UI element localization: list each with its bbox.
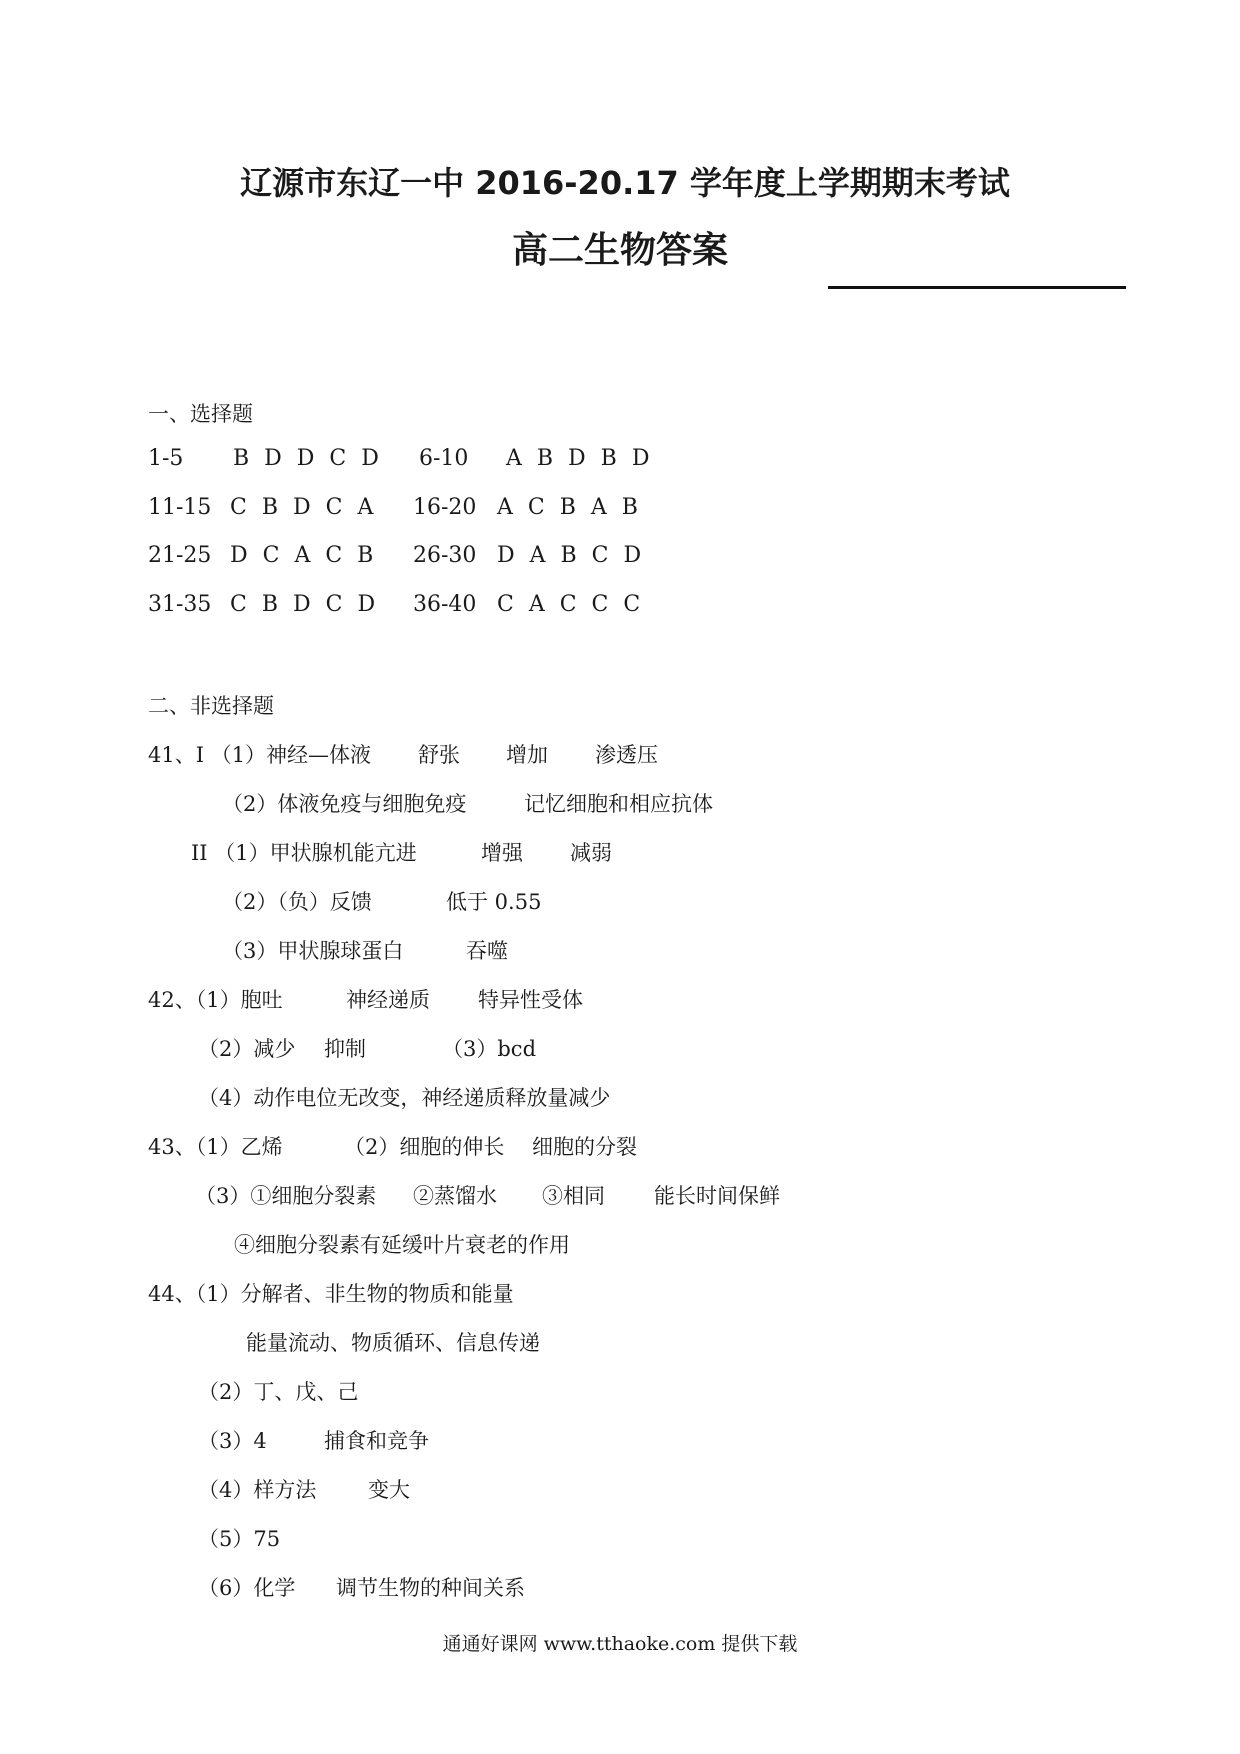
footer-source: 通通好课网 www.tthaoke.com 提供下载	[442, 1633, 798, 1655]
answer-text: 43、（1）乙烯	[148, 1135, 283, 1159]
answer-text: 增强	[481, 841, 523, 865]
answer-text: 捕食和竞争	[324, 1429, 429, 1453]
answer-group: C B D C D	[230, 592, 380, 617]
range-label: 36-40	[413, 592, 477, 617]
section-heading-non-choice: 二、非选择题	[148, 694, 274, 718]
answer-group: C A C C C	[497, 592, 645, 617]
answer-text: 渗透压	[595, 743, 658, 767]
range-label: 26-30	[413, 543, 477, 568]
answer-text: （3）①细胞分裂素	[195, 1184, 377, 1208]
range-label: 11-15	[148, 495, 212, 520]
answer-text: 变大	[368, 1478, 410, 1502]
answer-text: 调节生物的种间关系	[336, 1576, 525, 1600]
answer-text: （4）动作电位无改变，神经递质释放量减少	[198, 1086, 611, 1110]
answer-text: 41、I （1）神经—体液	[148, 743, 372, 767]
answer-group: A B D B D	[506, 446, 654, 471]
range-label: 31-35	[148, 592, 212, 617]
answer-text: （2）细胞的伸长	[344, 1135, 505, 1159]
answer-text: 42、（1）胞吐	[148, 988, 283, 1012]
answer-text: II （1）甲状腺机能亢进	[191, 841, 417, 865]
answer-text: ③相同	[542, 1184, 605, 1208]
answer-text: （4）样方法	[198, 1478, 317, 1502]
answer-text: 44、（1）分解者、非生物的物质和能量	[148, 1282, 514, 1306]
answer-text: （2）体液免疫与细胞免疫	[222, 792, 467, 816]
answer-text: （2）丁、戊、己	[198, 1380, 359, 1404]
section-heading-choice: 一、选择题	[148, 402, 253, 426]
header-underline	[828, 286, 1126, 289]
exam-title: 辽源市东辽一中 2016-20.17 学年度上学期期末考试	[240, 164, 1010, 202]
answer-text: 能量流动、物质循环、信息传递	[246, 1331, 540, 1355]
answer-group: D C A C B	[230, 543, 378, 568]
range-label: 1-5	[148, 446, 184, 471]
answer-group: C B D C A	[230, 495, 378, 520]
answer-text: 特异性受体	[478, 988, 583, 1012]
answer-text: （3）甲状腺球蛋白	[222, 939, 404, 963]
range-label: 21-25	[148, 543, 212, 568]
answer-text: 舒张	[418, 743, 460, 767]
answer-text: （2）（负）反馈	[222, 890, 372, 914]
answer-text: 增加	[506, 743, 548, 767]
range-label: 6-10	[419, 446, 469, 471]
answer-text: 能长时间保鲜	[654, 1184, 780, 1208]
answer-text: ④细胞分裂素有延缓叶片衰老的作用	[234, 1233, 570, 1257]
answer-text: （3）bcd	[442, 1037, 537, 1061]
answer-text: 记忆细胞和相应抗体	[524, 792, 713, 816]
range-label: 16-20	[413, 495, 477, 520]
answer-text: ②蒸馏水	[413, 1184, 497, 1208]
answer-text: （2）减少	[198, 1037, 296, 1061]
answer-text: （5）75	[198, 1527, 281, 1551]
answer-text: （3）4	[198, 1429, 267, 1453]
answer-text: （6）化学	[198, 1576, 296, 1600]
answer-text: 低于 0.55	[446, 890, 542, 914]
answer-group: D A B C D	[497, 543, 646, 568]
answer-group: B D D C D	[233, 446, 383, 471]
answer-text: 减弱	[570, 841, 612, 865]
answer-text: 细胞的分裂	[532, 1135, 637, 1159]
answer-text: 抑制	[324, 1037, 366, 1061]
answer-group: A C B A B	[497, 495, 642, 520]
answer-text: 神经递质	[346, 988, 430, 1012]
answer-text: 吞噬	[466, 939, 508, 963]
document-subtitle: 高二生物答案	[511, 230, 728, 271]
